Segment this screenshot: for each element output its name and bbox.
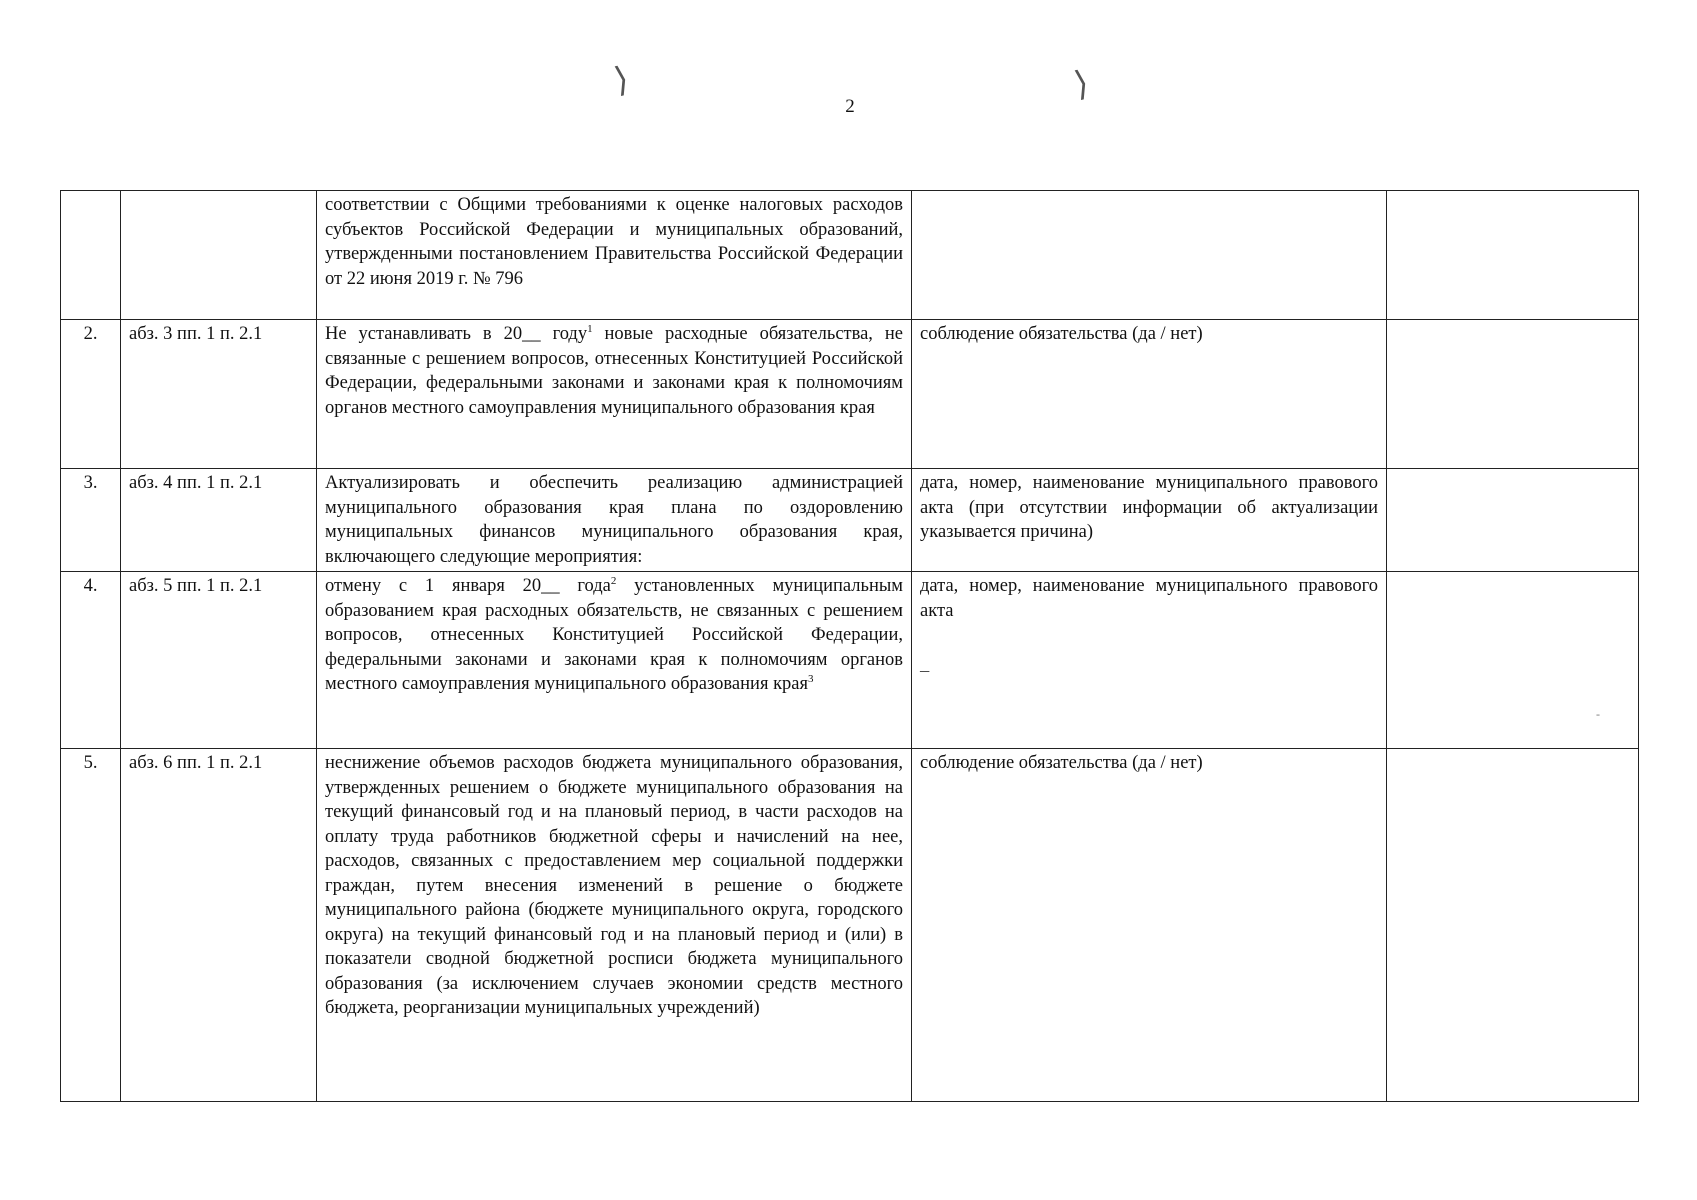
scan-mark-left: ⟩ (610, 59, 633, 101)
row-value (1387, 572, 1639, 749)
row-value (1387, 191, 1639, 320)
row-number: 4. (61, 572, 121, 749)
dash-mark: - (1596, 707, 1600, 721)
row-reference: абз. 5 пп. 1 п. 2.1 (121, 572, 317, 749)
requirement-text-start: Не устанавливать в 20__ году (325, 324, 588, 344)
row-indicator: соблюдение обязательства (да / нет) (912, 749, 1387, 1102)
footnote-mark: 1 (587, 322, 593, 335)
footnote-mark: 3 (808, 672, 814, 685)
row-indicator: соблюдение обязательства (да / нет) (912, 320, 1387, 469)
row-reference (121, 191, 317, 320)
footnote-mark: 2 (610, 574, 617, 587)
row-requirement: Актуализировать и обеспечить реализацию администрацией муниципального образования края плана по оздоровлению муниципальных финансов муниципального образования края, включающего следующие мероприятия: (317, 469, 912, 572)
page-number: 2 (845, 96, 855, 117)
row-number (61, 191, 121, 320)
requirement-text-start: отмену с 1 января 20__ года (325, 576, 611, 596)
scan-mark-right: ⟩ (1070, 63, 1093, 105)
row-value (1387, 469, 1639, 572)
row-reference: абз. 6 пп. 1 п. 2.1 (121, 749, 317, 1102)
row-requirement (317, 320, 912, 469)
row-number: 3. (61, 469, 121, 572)
requirement-text-end: новые расходные обязательства, не связанные с решением вопросов, отнесенных Конституцией Российской Федерации, федеральными законами и законами края к полномочиям органов местного самоуправления муниципального образования края (325, 324, 903, 418)
row-requirement (317, 572, 912, 749)
row-reference: абз. 3 пп. 1 п. 2.1 (121, 320, 317, 469)
row-number: 5. (61, 749, 121, 1102)
table-row (61, 320, 1639, 469)
row-indicator (912, 191, 1387, 320)
row-value (1387, 320, 1639, 469)
requirements-table (60, 190, 1639, 1102)
row-indicator (912, 572, 1387, 749)
table-row (61, 749, 1639, 1102)
table-row (61, 572, 1639, 749)
table-row (61, 469, 1639, 572)
row-requirement: соответствии с Общими требованиями к оценке налоговых расходов субъектов Российской Федерации и муниципальных образований, утвержденными постановлением Правительства Российской Федерации от 22 июня 2019 г. № 796 (317, 191, 912, 320)
table-row (61, 191, 1639, 320)
row-indicator: дата, номер, наименование муниципального правового акта (при отсутствии информации об актуализации указывается причина) (912, 469, 1387, 572)
row-number: 2. (61, 320, 121, 469)
row-value (1387, 749, 1639, 1102)
indicator-text: дата, номер, наименование муниципального правового акта (920, 576, 1378, 621)
dash-mark: – (920, 661, 930, 681)
row-reference: абз. 4 пп. 1 п. 2.1 (121, 469, 317, 572)
row-requirement: неснижение объемов расходов бюджета муниципального образования, утвержденных решением о бюджете муниципального образования на текущий финансовый год и на плановый период, в части расходов на оплату труда работников бюджетной сферы и начислений на нее, расходов, связанных с предоставлением мер социальной поддержки граждан, путем внесения изменений в решение о бюджете муниципального района (бюджете муниципального округа, городского округа) на текущий финансовый год и на плановый период и (или) в показатели сводной бюджетной росписи бюджета муниципального образования (за исключением случаев экономии средств местного бюджета, реорганизации муниципальных учреждений) (317, 749, 912, 1102)
requirement-text-end: установленных муниципальным образованием края расходных обязательств, не связанных с решением вопросов, отнесенных Конституцией Российской Федерации, федеральными законами и законами края к полномочиям органов местного самоуправления муниципального образования края (325, 576, 903, 694)
